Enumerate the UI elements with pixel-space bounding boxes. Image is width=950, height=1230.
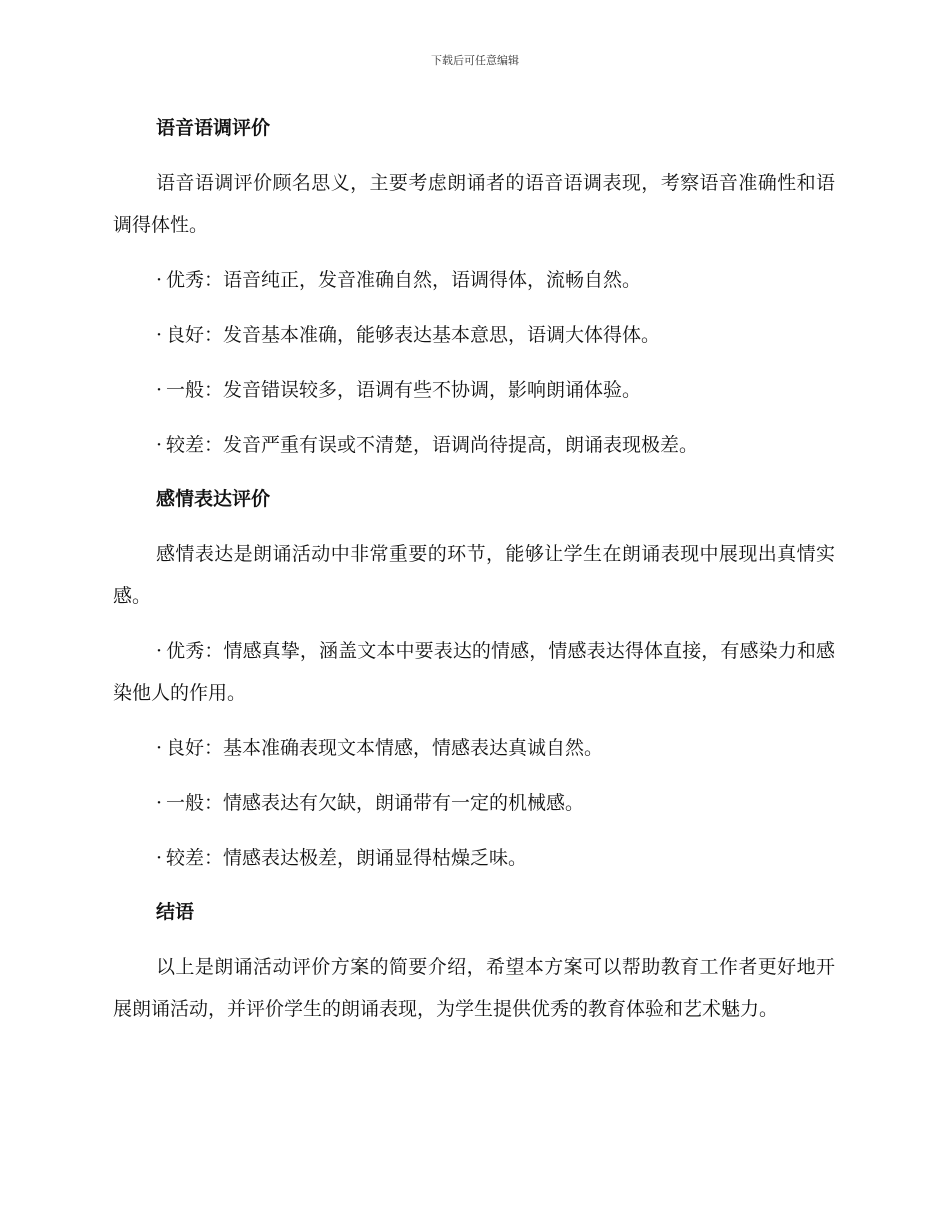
list-item-text: 一般：发音错误较多，语调有些不协调，影响朗诵体验。 bbox=[166, 379, 642, 401]
list-item-text: 良好：发音基本准确，能够表达基本意思，语调大体得体。 bbox=[166, 324, 661, 346]
list-item bbox=[113, 259, 835, 301]
list-item-text: 较差：情感表达极差，朗诵显得枯燥乏味。 bbox=[166, 847, 528, 869]
list-item bbox=[113, 424, 835, 466]
document-body bbox=[113, 108, 835, 1043]
section-conclusion bbox=[113, 892, 835, 1030]
list-item bbox=[113, 630, 835, 714]
section-emotion bbox=[113, 479, 835, 879]
section-intro: 以上是朗诵活动评价方案的简要介绍，希望本方案可以帮助教育工作者更好地开展朗诵活动，并评价学生的朗诵表现，为学生提供优秀的教育体验和艺术魅力。 bbox=[113, 956, 835, 1020]
list-item bbox=[113, 782, 835, 824]
list-item-text: 一般：情感表达有欠缺，朗诵带有一定的机械感。 bbox=[166, 792, 585, 814]
list-item-text: 优秀：语音纯正，发音准确自然，语调得体，流畅自然。 bbox=[166, 269, 642, 291]
list-item-text: 良好：基本准确表现文本情感，情感表达真诚自然。 bbox=[166, 737, 604, 759]
page-header-note: 下载后可任意编辑 bbox=[431, 54, 519, 67]
section-heading: 结语 bbox=[156, 901, 195, 923]
section-intro: 感情表达是朗诵活动中非常重要的环节，能够让学生在朗诵表现中展现出真情实感。 bbox=[113, 543, 835, 607]
bullet-icon: · bbox=[156, 379, 163, 401]
bullet-icon: · bbox=[156, 324, 163, 346]
list-item-text: 优秀：情感真挚，涵盖文本中要表达的情感，情感表达得体直接，有感染力和感染他人的作用。 bbox=[113, 640, 835, 704]
list-item bbox=[113, 314, 835, 356]
bullet-icon: · bbox=[156, 847, 163, 869]
list-item-text: 较差：发音严重有误或不清楚，语调尚待提高，朗诵表现极差。 bbox=[166, 434, 699, 456]
section-intro: 语音语调评价顾名思义，主要考虑朗诵者的语音语调表现，考察语音准确性和语调得体性。 bbox=[113, 172, 835, 236]
list-item bbox=[113, 369, 835, 411]
section-heading: 语音语调评价 bbox=[156, 117, 271, 139]
bullet-icon: · bbox=[156, 792, 163, 814]
section-heading: 感情表达评价 bbox=[156, 488, 271, 510]
bullet-icon: · bbox=[156, 737, 163, 759]
section-pronunciation bbox=[113, 108, 835, 466]
bullet-icon: · bbox=[156, 640, 163, 662]
bullet-icon: · bbox=[156, 269, 163, 291]
list-item bbox=[113, 727, 835, 769]
bullet-icon: · bbox=[156, 434, 163, 456]
list-item bbox=[113, 837, 835, 879]
